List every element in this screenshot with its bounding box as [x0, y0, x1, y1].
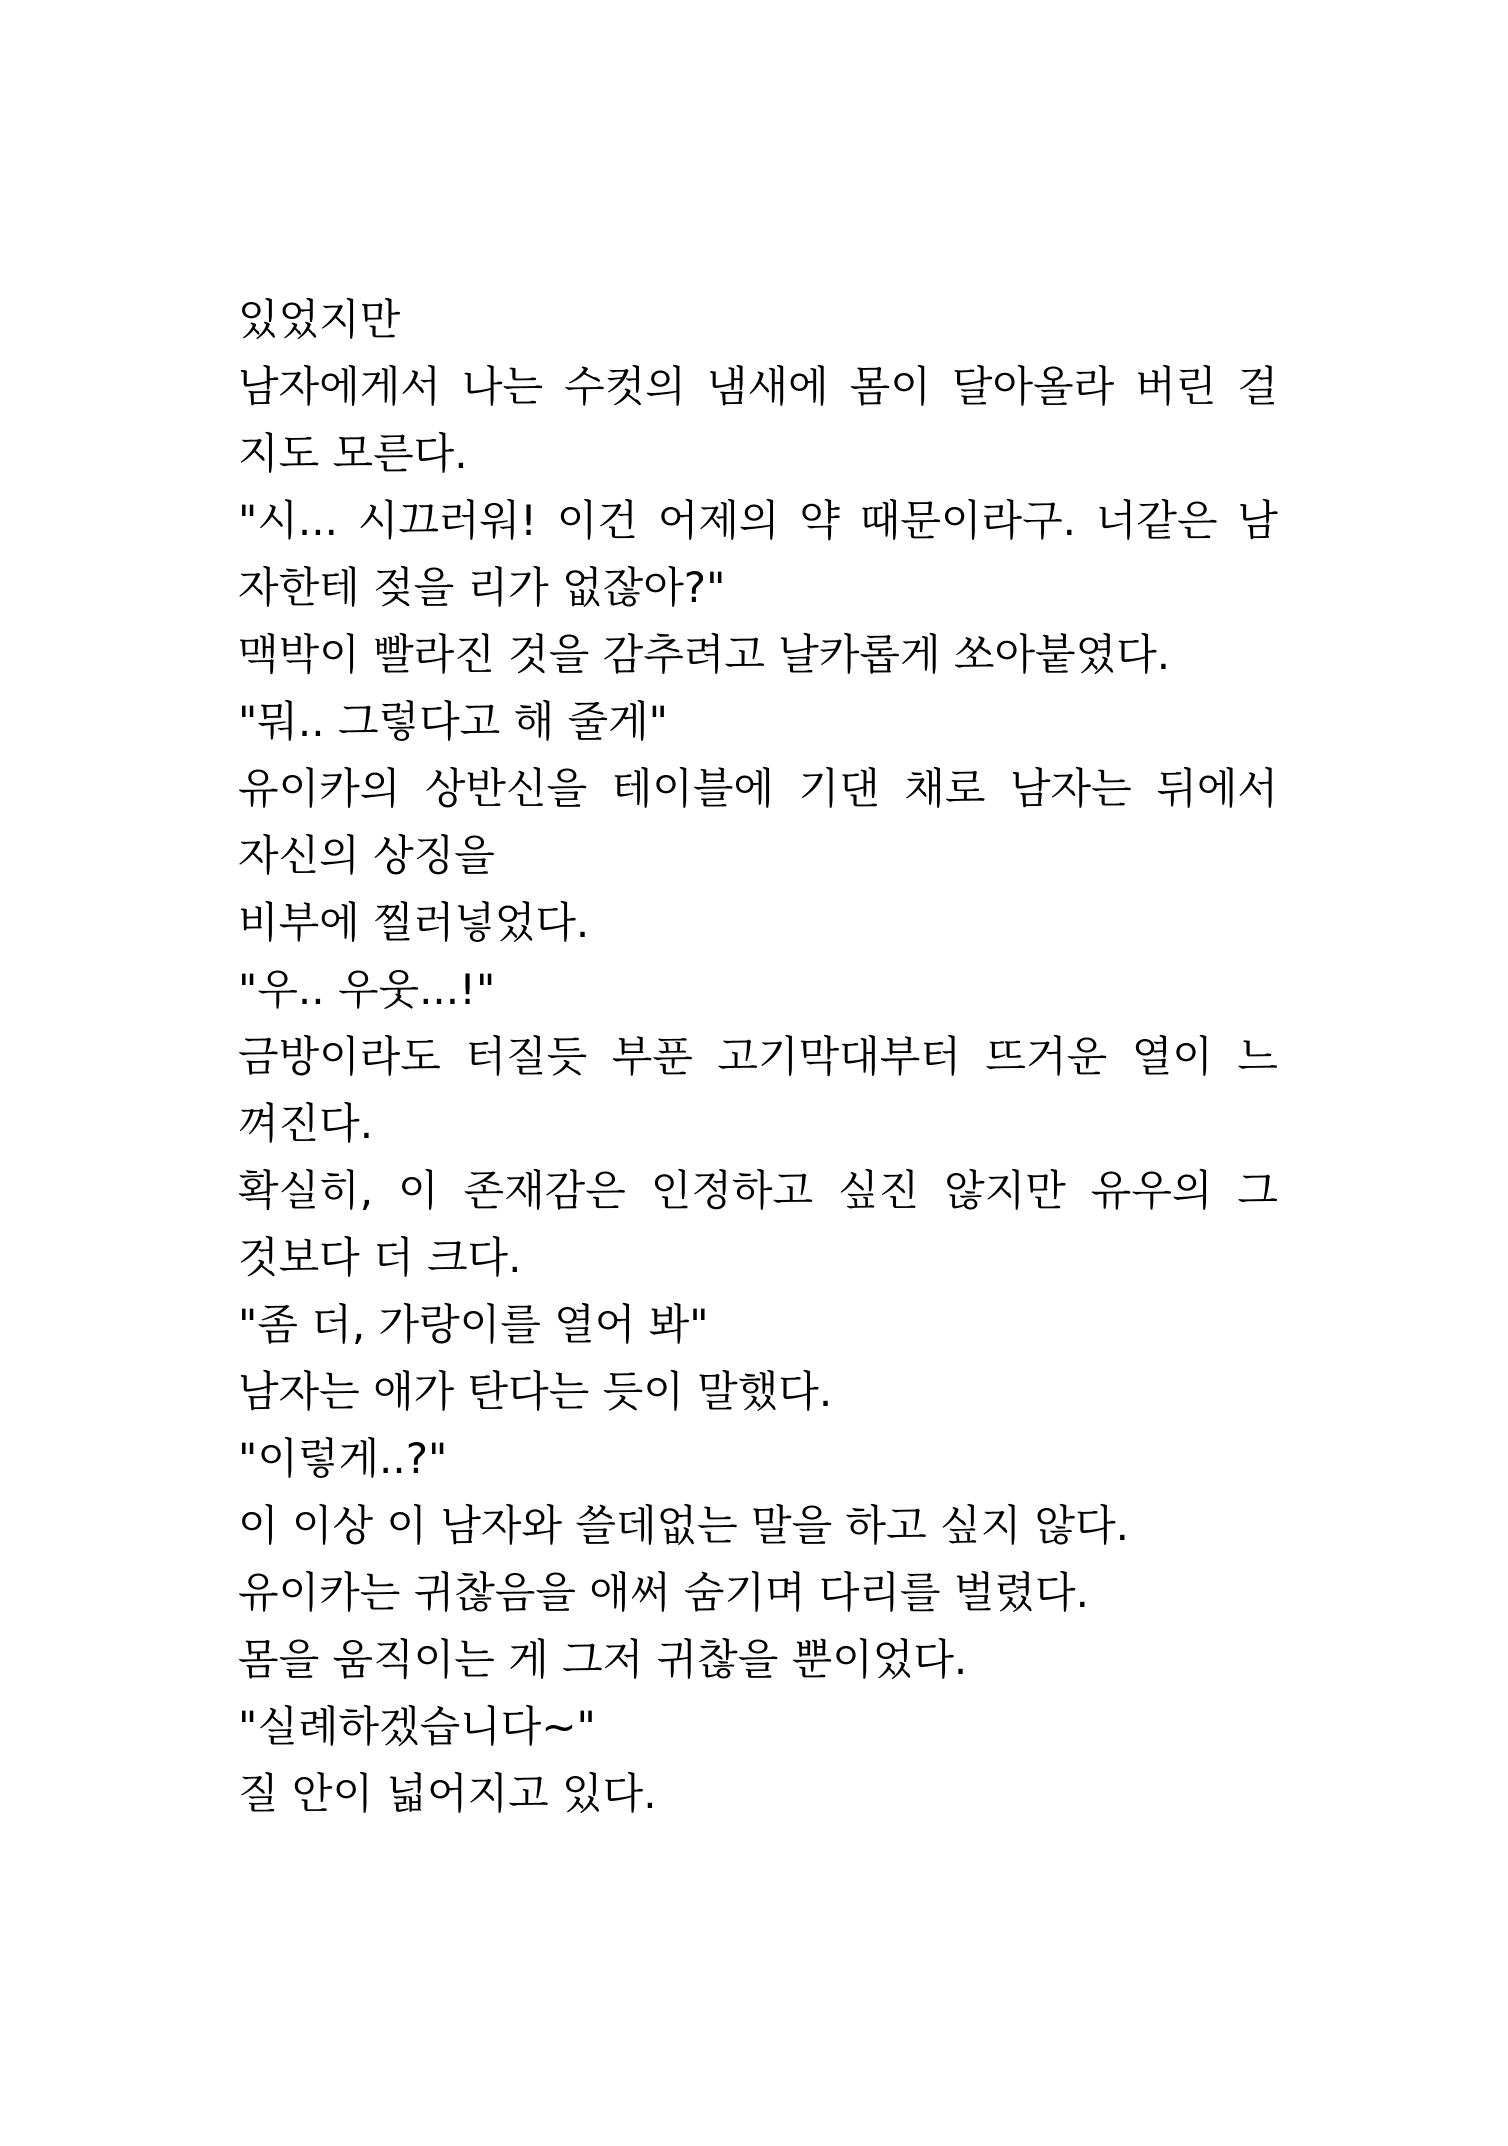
text-line: 자한테 젖을 리가 없잖아?"	[238, 563, 726, 612]
body-text	[238, 286, 1278, 1827]
text-line: 질 안이 넓어지고 있다.	[238, 1769, 657, 1818]
text-line: 몸을 움직이는 게 그저 귀찮을 뿐이었다.	[238, 1635, 968, 1684]
text-line: 이 이상 이 남자와 쓸데없는 말을 하고 싶지 않다.	[238, 1501, 1130, 1550]
text-line: 비부에 찔러넣었다.	[238, 898, 590, 947]
text-line: "실례하겠습니다~"	[238, 1702, 596, 1751]
text-line: 맥박이 빨라진 것을 감추려고 날카롭게 쏘아붙였다.	[238, 630, 1171, 679]
text-line: 남자는 애가 탄다는 듯이 말했다.	[238, 1367, 833, 1416]
text-line: 확실히, 이 존재감은 인정하고 싶진 않지만 유우의 그	[238, 1166, 1278, 1215]
text-line: 금방이라도 터질듯 부푼 고기막대부터 뜨거운 열이 느	[238, 1032, 1278, 1081]
text-line: 지도 모른다.	[238, 429, 468, 478]
text-line: 것보다 더 크다.	[238, 1233, 522, 1282]
text-line: 남자에게서 나는 수컷의 냄새에 몸이 달아올라 버린 걸	[238, 362, 1278, 411]
text-line: 유이카는 귀찮음을 애써 숨기며 다리를 벌렸다.	[238, 1568, 1089, 1617]
text-line: "이렇게..?"	[238, 1434, 448, 1483]
text-line: 자신의 상징을	[238, 831, 495, 880]
text-line: 껴진다.	[238, 1099, 374, 1148]
text-line: 유이카의 상반신을 테이블에 기댄 채로 남자는 뒤에서	[238, 764, 1278, 813]
text-line: "좀 더, 가랑이를 열어 봐"	[238, 1300, 709, 1349]
text-line: "뭐.. 그렇다고 해 줄게"	[238, 697, 668, 746]
text-line: "우.. 우웃...!"	[238, 965, 496, 1014]
text-line: "시... 시끄러워! 이건 어제의 약 때문이라구. 너같은 남	[238, 496, 1278, 545]
text-line: 있었지만	[238, 295, 401, 344]
